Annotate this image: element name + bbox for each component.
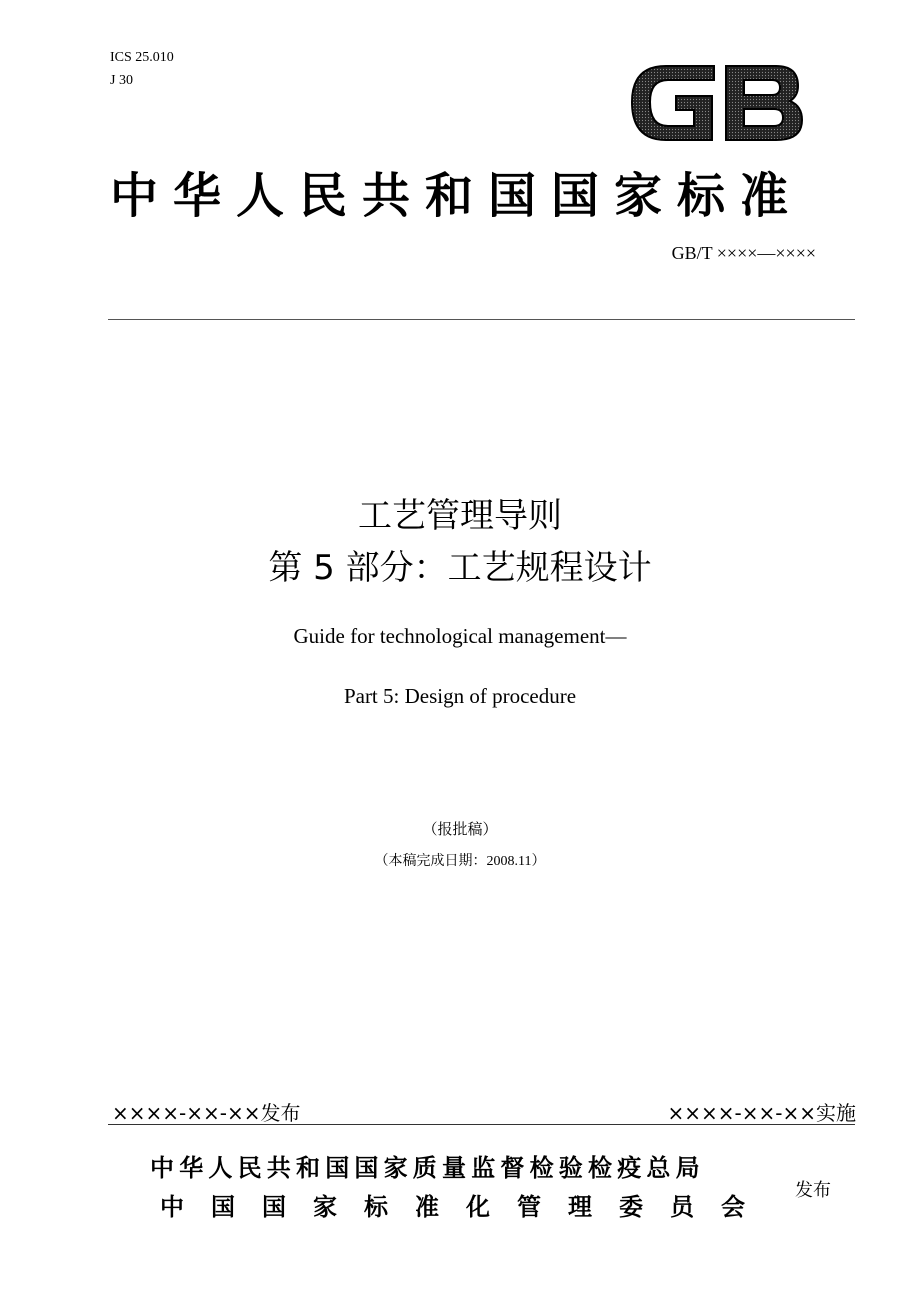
draft-status: （报批稿） [422,822,498,838]
issue-action: 发布 [795,1180,831,1201]
issuer-sac: 中国国家标准化管理委员会 [160,1193,772,1221]
implement-date: ××××-××-××实施 [667,1101,856,1125]
title-zh-part: 第 5 部分：工艺规程设计 [268,548,652,588]
national-standard-title: 中华人民共和国国家标准 [110,168,804,224]
title-en-part: Part 5: Design of procedure [343,684,577,708]
ccs-code: J 30 [110,73,133,88]
issuer-aqsiq: 中华人民共和国国家质量监督检验检疫总局 [150,1154,705,1182]
draft-completion-date: （本稿完成日期：2008.11） [374,854,546,869]
standard-number: GB/T ××××—×××× [671,243,816,263]
title-en-main: Guide for technological management— [293,624,627,648]
title-zh-main: 工艺管理导则 [358,496,562,536]
gb-logo-graphic [626,56,806,148]
bottom-divider [108,1124,855,1125]
ics-code: ICS 25.010 [110,50,174,65]
classification-codes [110,46,174,92]
top-divider [108,319,855,320]
gb-logo [626,56,806,148]
publish-date: ××××-××-××发布 [112,1101,301,1125]
